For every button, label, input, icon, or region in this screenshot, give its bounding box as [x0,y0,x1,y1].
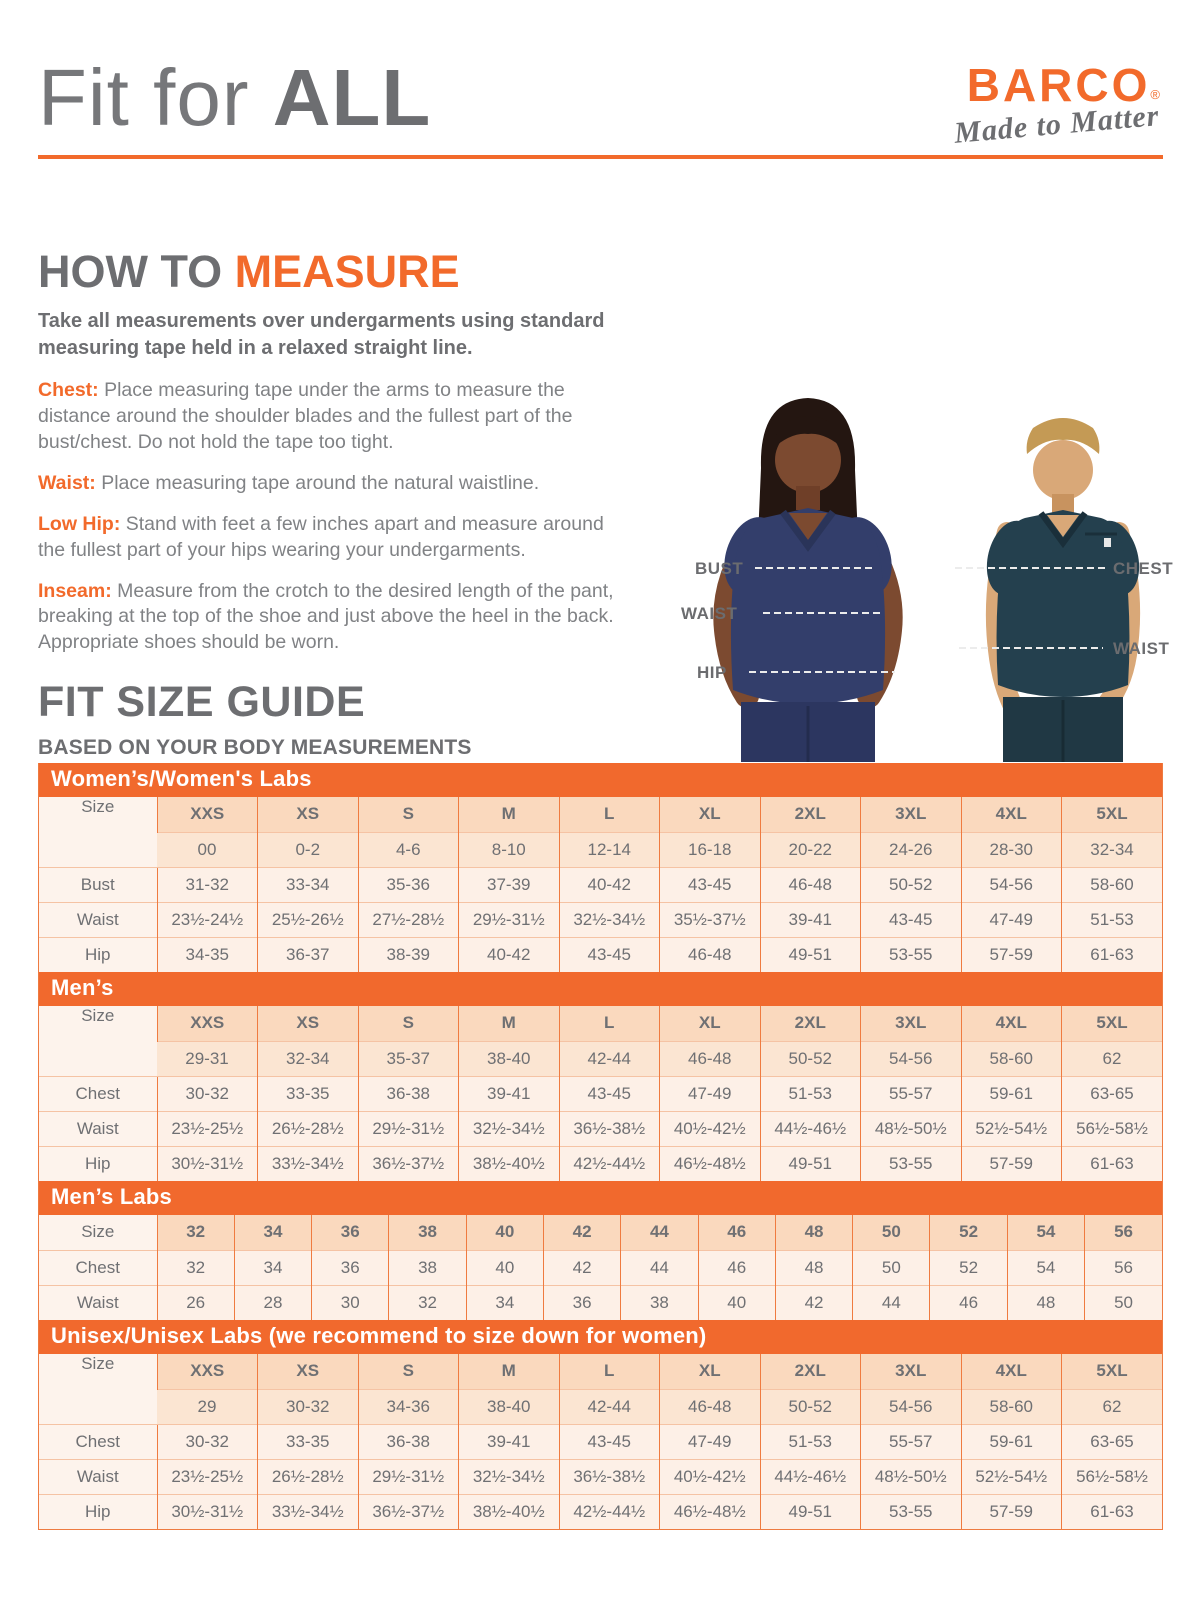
size-header-cell: L [559,797,660,832]
measurement-value-cell: 42½-44½ [559,1494,660,1529]
measurement-value-cell: 34-35 [157,937,258,972]
size-number-cell: 58-60 [961,1041,1062,1076]
header-divider [38,155,1163,159]
measurement-value-cell: 36½-38½ [559,1111,660,1146]
measure-term: Chest: [38,379,99,401]
size-number-cell: 50-52 [760,1041,861,1076]
man-waist-label: WAIST [1113,639,1170,658]
measurement-value-cell: 63-65 [1062,1424,1163,1459]
measurement-value-cell: 36 [543,1285,620,1320]
size-header-cell: 5XL [1062,797,1163,832]
measurement-value-cell: 33½-34½ [258,1494,359,1529]
measurement-value-cell: 56½-58½ [1062,1111,1163,1146]
size-header-cell: XS [258,797,359,832]
size-table-womens [39,797,1162,972]
measure-text: Place measuring tape around the natural waistline. [95,471,540,494]
size-table-unisex [39,1354,1162,1529]
size-header-cell: 3XL [861,1354,962,1389]
table-row [39,937,1162,972]
measurement-row-label: Waist [39,1285,157,1320]
size-header-cell: 40 [466,1215,543,1250]
measurement-value-cell: 30-32 [157,1076,258,1111]
measurement-value-cell: 33½-34½ [258,1146,359,1181]
measurement-value-cell: 43-45 [559,937,660,972]
measurement-value-cell: 34 [234,1250,311,1285]
size-header-cell: 5XL [1062,1006,1163,1041]
measurement-value-cell: 57-59 [961,1146,1062,1181]
measurement-value-cell: 26½-28½ [258,1459,359,1494]
measurement-value-cell: 54 [1007,1250,1084,1285]
size-number-cell: 42-44 [559,1041,660,1076]
measurement-models-photo [655,388,1200,762]
size-header-cell: 4XL [961,1006,1062,1041]
size-header-cell: XS [258,1006,359,1041]
measurement-value-cell: 57-59 [961,937,1062,972]
size-number-cell: 8-10 [459,832,560,867]
size-header-cell: S [358,1354,459,1389]
size-header-cell: L [559,1354,660,1389]
measurement-value-cell: 30-32 [157,1424,258,1459]
measurement-value-cell: 38 [621,1285,698,1320]
measurement-value-cell: 30½-31½ [157,1146,258,1181]
size-header-cell: XL [660,1354,761,1389]
measurement-value-cell: 44 [853,1285,930,1320]
size-table-section-womens [39,763,1162,972]
measure-intro: Take all measurements over undergarments using standard measuring tape held in a relaxed straight line. [38,310,605,359]
measurement-value-cell: 58-60 [1062,867,1163,902]
measurement-value-cell: 35-36 [358,867,459,902]
measure-item-inseam [38,579,630,657]
measurement-value-cell: 50 [1085,1285,1162,1320]
measurement-value-cell: 25½-26½ [258,902,359,937]
size-header-cell: M [459,797,560,832]
measurement-value-cell: 52 [930,1250,1007,1285]
measure-term: Waist: [38,471,96,494]
measurement-value-cell: 54-56 [961,867,1062,902]
size-tables [38,763,1163,1530]
size-header-cell: 2XL [760,1354,861,1389]
size-header-cell: 32 [157,1215,234,1250]
measurement-value-cell: 37-39 [459,867,560,902]
chest-label: CHEST [1113,559,1174,578]
barco-logo-text: BARCO [966,59,1151,111]
heading-orange-part: MEASURE [234,246,460,297]
measurement-value-cell: 40½-42½ [660,1111,761,1146]
size-header-cell: L [559,1006,660,1041]
size-header-cell: XL [660,797,761,832]
measurement-value-cell: 38½-40½ [459,1494,560,1529]
measurement-value-cell: 57-59 [961,1494,1062,1529]
measurement-value-cell: 38-39 [358,937,459,972]
measurement-row-label: Hip [39,1146,157,1181]
barco-logo-tagline: Made to Matter [953,99,1162,150]
size-number-cell: 42-44 [559,1389,660,1424]
size-number-cell: 28-30 [961,832,1062,867]
measurement-value-cell: 53-55 [861,1494,962,1529]
page-title-regular: Fit for [38,53,273,142]
size-number-cell: 32-34 [1062,832,1163,867]
measurement-value-cell: 36½-37½ [358,1494,459,1529]
heading-gray-part: HOW TO [38,246,235,297]
size-table-section-mens-labs [39,1181,1162,1320]
measurement-row-label: Chest [39,1424,157,1459]
hip-label: HIP [697,663,727,682]
measurement-value-cell: 42 [543,1250,620,1285]
size-number-cell: 35-37 [358,1041,459,1076]
measurement-row-label: Chest [39,1076,157,1111]
measurement-value-cell: 23½-24½ [157,902,258,937]
size-header-cell: XXS [157,797,258,832]
measurement-row-label: Waist [39,1459,157,1494]
measurement-value-cell: 46½-48½ [660,1494,761,1529]
size-header-cell: 56 [1085,1215,1162,1250]
measurement-value-cell: 36-37 [258,937,359,972]
woman-figure [715,398,901,762]
size-row-label: Size [39,797,157,867]
size-number-cell: 34-36 [358,1389,459,1424]
measurement-value-cell: 44 [621,1250,698,1285]
size-number-cell: 16-18 [660,832,761,867]
size-number-cell: 32-34 [258,1041,359,1076]
measurement-value-cell: 36 [312,1250,389,1285]
measurement-value-cell: 50 [853,1250,930,1285]
table-row [39,1146,1162,1181]
measurement-value-cell: 48 [775,1250,852,1285]
size-number-cell: 46-48 [660,1389,761,1424]
registered-trademark-icon: ® [1150,87,1160,102]
measurement-value-cell: 32 [389,1285,466,1320]
measurement-value-cell: 42½-44½ [559,1146,660,1181]
measurement-value-cell: 46-48 [760,867,861,902]
measurement-value-cell: 23½-25½ [157,1111,258,1146]
measurement-value-cell: 49-51 [760,1146,861,1181]
size-row-label: Size [39,1354,157,1424]
measurement-value-cell: 61-63 [1062,1146,1163,1181]
measurement-value-cell: 38 [389,1250,466,1285]
measurement-value-cell: 32½-34½ [559,902,660,937]
measurement-value-cell: 46-48 [660,937,761,972]
table-row [39,1076,1162,1111]
size-number-cell: 46-48 [660,1041,761,1076]
how-to-measure-heading [38,246,460,298]
measurement-value-cell: 43-45 [559,1424,660,1459]
measurement-value-cell: 29½-31½ [459,902,560,937]
measure-text: Measure from the crotch to the desired length of the pant, breaking at the top of the shoe and just above the heel in the back. Appropriate shoes should be worn. [38,579,614,654]
measurement-value-cell: 29½-31½ [358,1459,459,1494]
size-number-cell: 54-56 [861,1041,962,1076]
size-number-cell: 54-56 [861,1389,962,1424]
measure-text: Place measuring tape under the arms to measure the distance around the shoulder blades and the fullest part of the bust/chest. Do not hold the tape too tight. [38,379,573,453]
table-row [39,867,1162,902]
size-number-cell: 00 [157,832,258,867]
measurement-value-cell: 46 [698,1250,775,1285]
size-number-cell: 4-6 [358,832,459,867]
size-number-cell: 50-52 [760,1389,861,1424]
measurement-value-cell: 35½-37½ [660,902,761,937]
table-banner-mens-labs: Men’s Labs [39,1181,1162,1215]
table-banner-womens: Women’s/Women's Labs [39,763,1162,797]
size-table-mens-labs [39,1215,1162,1320]
measurement-value-cell: 47-49 [660,1076,761,1111]
measurement-value-cell: 49-51 [760,1494,861,1529]
size-number-cell: 38-40 [459,1041,560,1076]
measurement-value-cell: 43-45 [660,867,761,902]
measurement-value-cell: 40-42 [559,867,660,902]
measurement-value-cell: 50-52 [861,867,962,902]
measurement-value-cell: 33-35 [258,1424,359,1459]
size-header-cell: M [459,1006,560,1041]
models-illustration [655,388,1200,762]
measure-item-waist [38,471,630,497]
measure-term: Inseam: [38,579,112,602]
size-header-cell: 4XL [961,797,1062,832]
measurement-value-cell: 26 [157,1285,234,1320]
measurement-value-cell: 55-57 [861,1076,962,1111]
measurement-value-cell: 61-63 [1062,937,1163,972]
size-number-cell: 20-22 [760,832,861,867]
size-header-cell: 48 [775,1215,852,1250]
measurement-value-cell: 36-38 [358,1076,459,1111]
measurement-value-cell: 36-38 [358,1424,459,1459]
how-to-measure-body [38,308,630,671]
size-number-cell: 38-40 [459,1389,560,1424]
measurement-value-cell: 32½-34½ [459,1111,560,1146]
table-row [39,902,1162,937]
measurement-value-cell: 29½-31½ [358,1111,459,1146]
measurement-value-cell: 26½-28½ [258,1111,359,1146]
fit-size-guide-heading: FIT SIZE GUIDE [38,678,366,726]
size-header-cell: 38 [389,1215,466,1250]
measurement-value-cell: 36½-38½ [559,1459,660,1494]
table-row [39,1494,1162,1529]
measurement-value-cell: 52½-54½ [961,1459,1062,1494]
measurement-value-cell: 49-51 [760,937,861,972]
size-number-cell: 0-2 [258,832,359,867]
measurement-value-cell: 42 [775,1285,852,1320]
measurement-value-cell: 56 [1085,1250,1162,1285]
size-header-cell: M [459,1354,560,1389]
measurement-value-cell: 40-42 [459,937,560,972]
measurement-value-cell: 40 [698,1285,775,1320]
size-number-cell: 58-60 [961,1389,1062,1424]
size-header-cell: XS [258,1354,359,1389]
measurement-value-cell: 53-55 [861,937,962,972]
measurement-value-cell: 44½-46½ [760,1459,861,1494]
measurement-value-cell: 59-61 [961,1076,1062,1111]
size-header-cell: 3XL [861,797,962,832]
size-number-cell: 30-32 [258,1389,359,1424]
size-header-cell: 52 [930,1215,1007,1250]
size-header-cell: 46 [698,1215,775,1250]
measurement-value-cell: 59-61 [961,1424,1062,1459]
measure-item-low-hip [38,512,630,564]
table-banner-unisex: Unisex/Unisex Labs (we recommend to size down for women) [39,1320,1162,1354]
measurement-row-label: Waist [39,902,157,937]
size-row-label: Size [39,1006,157,1076]
table-row [39,1250,1162,1285]
measurement-value-cell: 33-34 [258,867,359,902]
measurement-value-cell: 40 [466,1250,543,1285]
table-row [39,1459,1162,1494]
size-header-cell: 2XL [760,1006,861,1041]
measurement-value-cell: 61-63 [1062,1494,1163,1529]
size-header-cell: 36 [312,1215,389,1250]
measurement-value-cell: 53-55 [861,1146,962,1181]
size-header-cell: XXS [157,1006,258,1041]
measurement-value-cell: 36½-37½ [358,1146,459,1181]
size-header-cell: 42 [543,1215,620,1250]
measurement-value-cell: 48½-50½ [861,1459,962,1494]
measurement-value-cell: 39-41 [760,902,861,937]
size-header-cell: XL [660,1006,761,1041]
measurement-value-cell: 39-41 [459,1424,560,1459]
measurement-value-cell: 33-35 [258,1076,359,1111]
measurement-value-cell: 34 [466,1285,543,1320]
measure-term: Low Hip: [38,512,121,535]
bust-label: BUST [695,559,744,578]
size-header-cell: S [358,1006,459,1041]
measure-text: Stand with feet a few inches apart and measure around the fullest part of your hips wearing your undergarments. [38,512,604,561]
size-header-cell: 54 [1007,1215,1084,1250]
measurement-row-label: Hip [39,1494,157,1529]
size-row-label: Size [39,1215,157,1250]
size-number-cell: 29-31 [157,1041,258,1076]
measurement-value-cell: 48½-50½ [861,1111,962,1146]
measurement-value-cell: 23½-25½ [157,1459,258,1494]
measurement-value-cell: 38½-40½ [459,1146,560,1181]
size-header-cell: 3XL [861,1006,962,1041]
measurement-value-cell: 40½-42½ [660,1459,761,1494]
measurement-value-cell: 47-49 [961,902,1062,937]
measurement-value-cell: 51-53 [760,1076,861,1111]
measurement-value-cell: 32½-34½ [459,1459,560,1494]
measurement-value-cell: 28 [234,1285,311,1320]
page-title [38,52,431,144]
measurement-value-cell: 56½-58½ [1062,1459,1163,1494]
size-table-mens [39,1006,1162,1181]
fit-size-guide-subheading: BASED ON YOUR BODY MEASUREMENTS [38,736,472,759]
measurement-value-cell: 63-65 [1062,1076,1163,1111]
table-row [39,1285,1162,1320]
size-table-section-unisex [39,1320,1162,1529]
man-figure [955,418,1147,762]
woman-waist-label: WAIST [681,604,738,623]
measurement-value-cell: 44½-46½ [760,1111,861,1146]
measurement-value-cell: 43-45 [559,1076,660,1111]
measurement-value-cell: 47-49 [660,1424,761,1459]
size-header-cell: S [358,797,459,832]
measurement-value-cell: 43-45 [861,902,962,937]
measurement-value-cell: 39-41 [459,1076,560,1111]
measurement-value-cell: 30 [312,1285,389,1320]
size-number-cell: 62 [1062,1041,1163,1076]
measurement-value-cell: 46½-48½ [660,1146,761,1181]
barco-logo [953,59,1162,150]
size-number-cell: 24-26 [861,832,962,867]
measurement-row-label: Hip [39,937,157,972]
measurement-row-label: Bust [39,867,157,902]
table-row [39,1111,1162,1146]
page-title-bold: ALL [272,53,432,142]
table-banner-mens: Men’s [39,972,1162,1006]
size-header-cell: 2XL [760,797,861,832]
measurement-value-cell: 27½-28½ [358,902,459,937]
measurement-value-cell: 51-53 [1062,902,1163,937]
measurement-value-cell: 46 [930,1285,1007,1320]
measurement-value-cell: 30½-31½ [157,1494,258,1529]
size-header-cell: 44 [621,1215,698,1250]
size-header-cell: XXS [157,1354,258,1389]
size-number-cell: 29 [157,1389,258,1424]
measure-item-chest [38,378,630,456]
size-number-cell: 62 [1062,1389,1163,1424]
size-header-cell: 4XL [961,1354,1062,1389]
size-header-cell: 50 [853,1215,930,1250]
size-number-cell: 12-14 [559,832,660,867]
measurement-value-cell: 32 [157,1250,234,1285]
table-row [39,1424,1162,1459]
measurement-value-cell: 52½-54½ [961,1111,1062,1146]
size-header-cell: 34 [234,1215,311,1250]
measurement-row-label: Chest [39,1250,157,1285]
measurement-value-cell: 48 [1007,1285,1084,1320]
size-header-cell: 5XL [1062,1354,1163,1389]
measurement-value-cell: 55-57 [861,1424,962,1459]
measurement-value-cell: 51-53 [760,1424,861,1459]
size-table-section-mens [39,972,1162,1181]
measurement-row-label: Waist [39,1111,157,1146]
measurement-value-cell: 31-32 [157,867,258,902]
